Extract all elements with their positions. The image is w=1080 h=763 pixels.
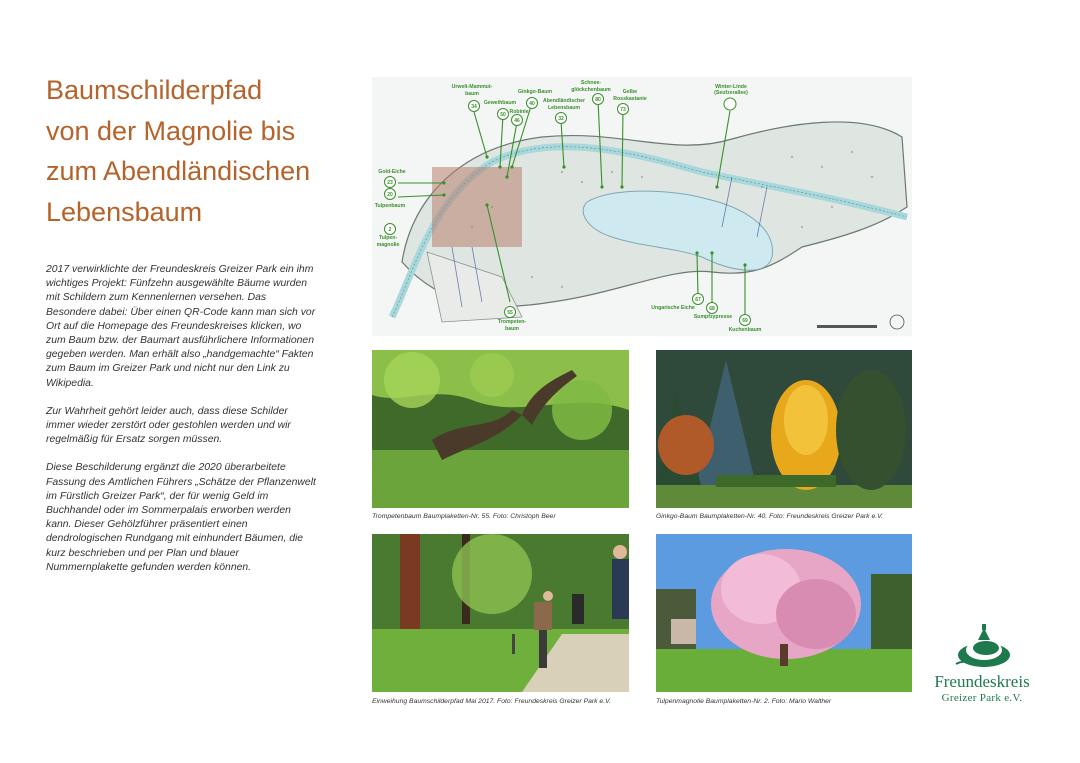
marker-number: 2 [388,227,392,233]
paragraph: 2017 verwirklichte der Freundeskreis Greizer Park ein ihm wichtiges Projekt: Fünfzehn ausgewählte Bäume wurden mit Schildern zum Kennenlernen versehen. Das Besondere dabei: Über einen QR-Code kann man sich vor Ort auf die Homepage des Freundeskreises klicken, wo zum Baum bzw. der Baumart ausführlichere Informationen gegeben werden. Man erhält also „handgemachte“ Fakten zum Baum im Greizer Park und nicht nur den Link zu Wikipedia. [46,264,316,389]
map-label: glöckchenbaum [571,87,611,93]
marker-number: 40 [529,101,535,107]
marker-number: 55 [507,310,513,316]
map-label: Lebensbaum [548,105,580,111]
marker-number: 50 [500,112,506,118]
map-label: Geweihbaum [483,100,517,106]
palace-area [432,167,522,247]
map-label: magnolie [376,242,400,248]
caption-tulpenmagnolie: Tulpenmagnolie Baumplaketten-Nr. 2. Foto: Mario Walther [656,698,832,705]
page-title [46,70,346,232]
map-label: Schnee- [580,80,602,86]
marker-number: 67 [695,297,701,303]
map-label: Gold-Eiche [378,169,406,175]
title-line: Baumschilderpfad [46,75,263,105]
marker-number: 32 [558,116,564,122]
marker-number: 73 [620,107,626,113]
paragraph: Zur Wahrheit gehört leider auch, dass diese Schilder immer wieder zerstört oder gestohlen werden und wir regelmäßig für Ersatz sorgen müssen. [46,405,291,446]
freundeskreis-logo [926,622,1038,708]
map-label: Robinie [509,109,529,115]
map-label: Ginkgo-Baum [517,89,553,95]
logo-emblem-icon [926,622,1038,672]
body-text [46,263,316,589]
map-label: Ungarische Eiche [651,305,695,311]
photo-einweihung [372,534,629,692]
map-label: Gelbe [622,89,638,95]
title-line: von der Magnolie bis [46,115,296,146]
park-map [372,77,912,336]
caption-trompetenbaum: Trompetenbaum Baumplaketten-Nr. 55. Foto: Christoph Beer [372,513,556,520]
logo-name: Freundeskreis [934,672,1030,691]
map-label: Trompeten- [497,319,527,325]
marker-number: 23 [387,180,393,186]
map-label: Tulpenbaum [374,203,406,209]
map-label: Sumpfzypresse [693,314,733,320]
map-label: Kuchenbaum [728,327,762,333]
map-label: Tulpen- [378,235,398,241]
marker-number: 20 [387,192,393,198]
map-label: Rosskastanie [613,96,647,102]
marker-number: 68 [709,306,715,312]
marker-number: 34 [471,104,477,110]
marker-number: 46 [514,118,520,124]
title-line: Lebensbaum [46,196,203,227]
marker-number: 80 [595,97,601,103]
map-label: (Seufzerallee) [714,90,748,96]
caption-einweihung: Einweihung Baumschilderpfad Mai 2017. Foto: Freundeskreis Greizer Park e.V. [372,698,612,705]
caption-ginkgo: Ginkgo-Baum Baumplaketten-Nr. 40. Foto: Freundeskreis Greizer Park e.V. [656,513,884,520]
paragraph: Diese Beschilderung ergänzt die 2020 überarbeitete Fassung des Amtlichen Führers „Schätze der Pflanzenwelt im Fürstlich Greizer Park“, der für wenig Geld im Buchhandel oder im Sommerpalais erworben werden kann. Dieser Gehölzführer präsentiert einen dendrologischen Rundgang mit einhundert Bäumen, die kurz beschrieben und per Plan und blauer Nummernplakette gefunden werden können. [46,462,316,573]
map-label: Winter-Linde [715,84,747,90]
map-label: baum [505,326,519,332]
map-label: baum [465,91,479,97]
marker-number: 69 [742,318,748,324]
map-label: Abendländischer [542,98,586,104]
photo-ginkgo [656,350,912,508]
title-line: zum Abendländischen [46,156,311,186]
map-label: Urwelt-Mammut- [451,84,493,90]
photo-tulpenmagnolie [656,534,912,692]
photo-trompetenbaum [372,350,629,508]
logo-subtitle: Greizer Park e.V. [941,692,1023,704]
